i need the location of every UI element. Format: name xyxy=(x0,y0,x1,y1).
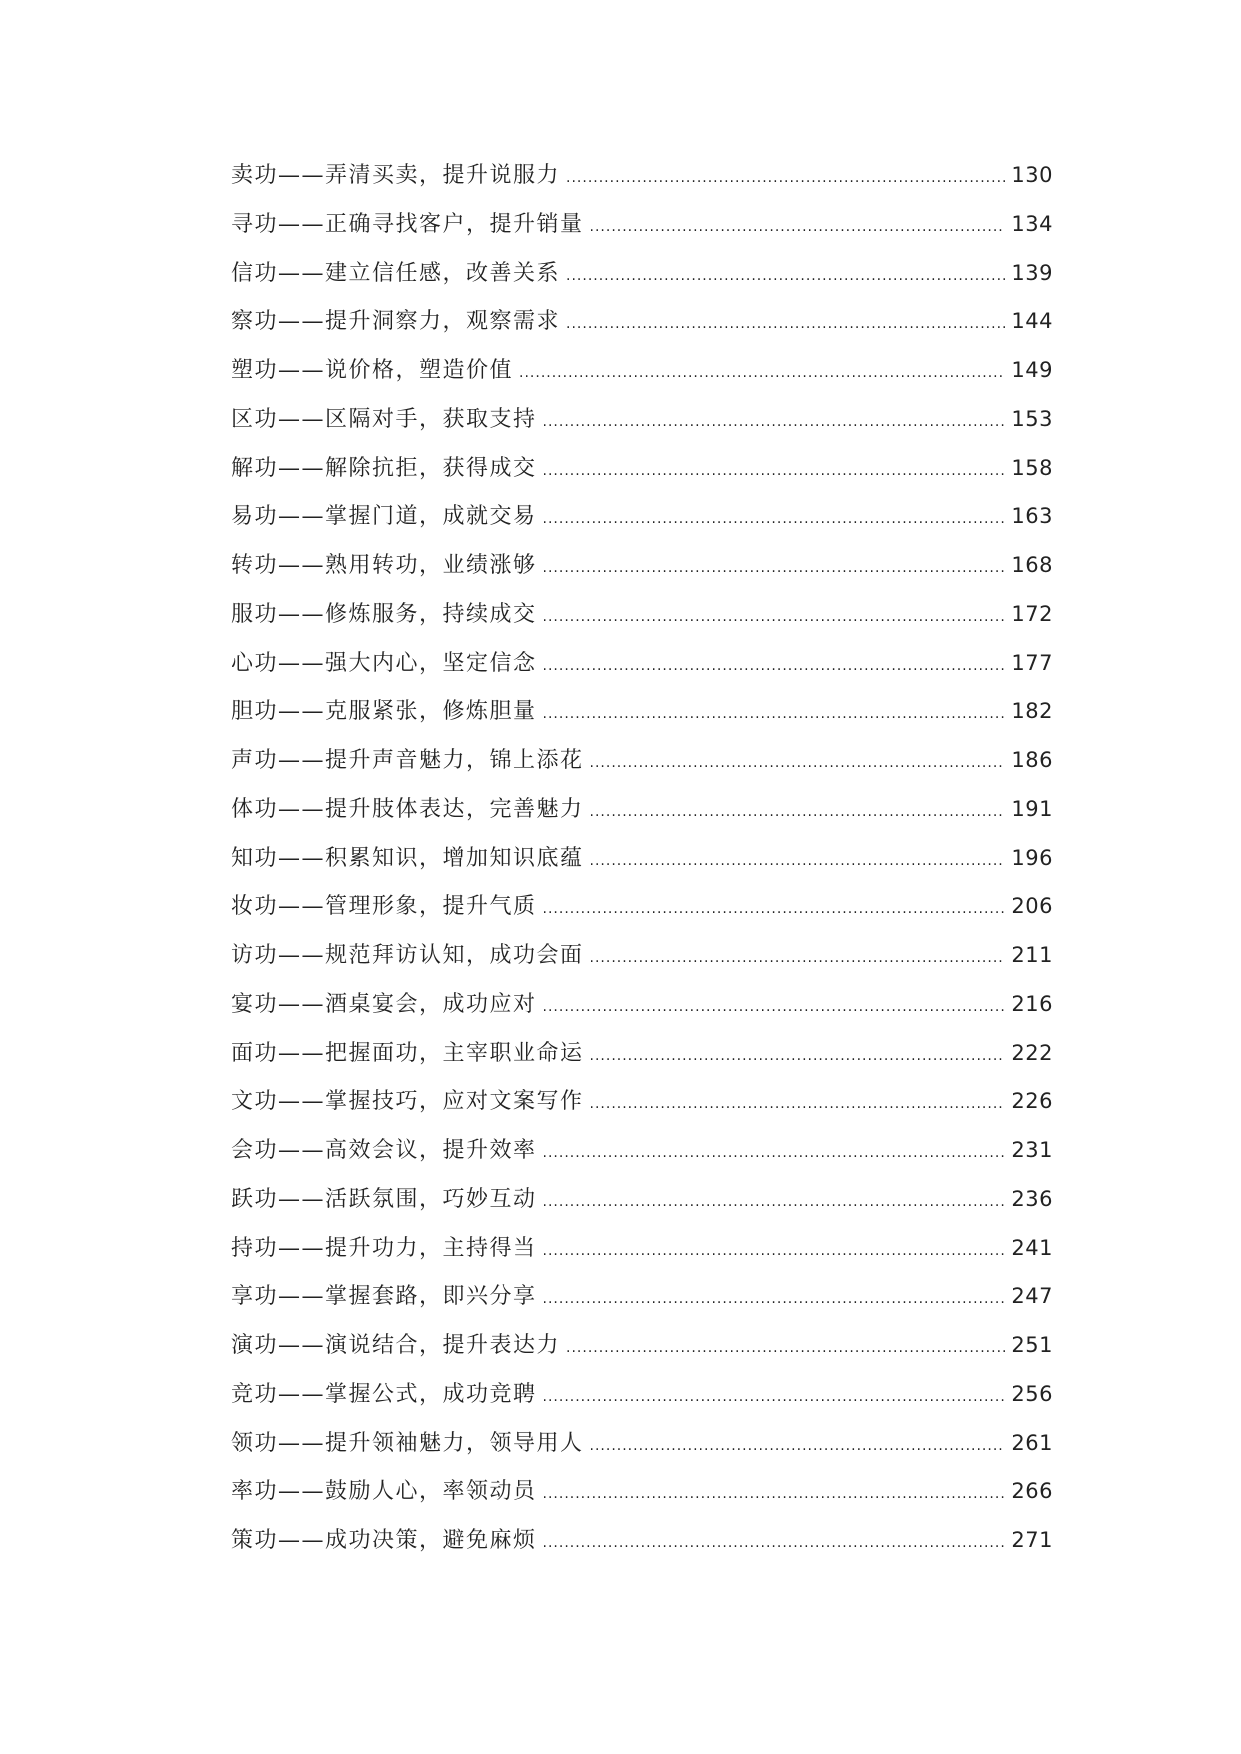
toc-entry[interactable] xyxy=(231,687,1053,736)
toc-entry-title: 服功——修炼服务，持续成交 xyxy=(231,601,537,627)
toc-entry-title: 信功——建立信任感，改善关系 xyxy=(231,260,561,286)
toc-entry-page-number: 206 xyxy=(1011,894,1053,919)
toc-entry[interactable] xyxy=(231,151,1053,200)
toc-entry[interactable] xyxy=(231,1516,1053,1565)
toc-entry-title: 卖功——弄清买卖，提升说服力 xyxy=(231,163,561,188)
toc-entry-title: 面功——把握面功，主宰职业命运 xyxy=(231,1040,584,1066)
toc-entry-title: 妆功——管理形象，提升气质 xyxy=(231,894,537,920)
toc-entry[interactable] xyxy=(231,1029,1053,1078)
toc-entry[interactable] xyxy=(231,736,1053,785)
table-of-contents xyxy=(231,151,1053,1565)
toc-entry[interactable] xyxy=(231,1321,1053,1370)
toc-dot-leader xyxy=(543,642,1006,691)
toc-entry-page-number: 144 xyxy=(1011,309,1053,334)
toc-entry[interactable] xyxy=(231,931,1053,980)
toc-entry[interactable] xyxy=(231,834,1053,883)
toc-dot-leader xyxy=(543,593,1006,642)
toc-entry-page-number: 256 xyxy=(1011,1381,1053,1406)
toc-dot-leader xyxy=(543,983,1006,1032)
toc-entry-page-number: 186 xyxy=(1011,748,1053,772)
toc-dot-leader xyxy=(566,252,1005,301)
toc-entry-title: 领功——提升领袖魅力，领导用人 xyxy=(231,1430,584,1456)
toc-entry-page-number: 247 xyxy=(1011,1284,1053,1309)
toc-dot-leader xyxy=(590,739,1006,788)
toc-dot-leader xyxy=(543,1470,1006,1519)
toc-entry[interactable] xyxy=(231,297,1053,346)
toc-entry-page-number: 153 xyxy=(1011,406,1053,431)
toc-entry[interactable] xyxy=(231,492,1053,541)
toc-entry[interactable] xyxy=(231,882,1053,931)
toc-entry-title: 跃功——活跃氛围，巧妙互动 xyxy=(231,1186,537,1212)
toc-entry-page-number: 241 xyxy=(1011,1235,1053,1260)
toc-dot-leader xyxy=(543,1129,1006,1178)
toc-entry-title: 心功——强大内心，坚定信念 xyxy=(231,650,537,676)
toc-entry[interactable] xyxy=(231,395,1053,444)
toc-entry-title: 文功——掌握技巧，应对文案写作 xyxy=(231,1089,584,1115)
toc-entry-title: 声功——提升声音魅力，锦上添花 xyxy=(231,748,584,773)
toc-dot-leader xyxy=(543,885,1006,934)
toc-dot-leader xyxy=(543,447,1006,496)
toc-dot-leader xyxy=(543,544,1006,593)
toc-entry-title: 知功——积累知识，增加知识底蕴 xyxy=(231,845,584,871)
toc-entry-page-number: 261 xyxy=(1011,1430,1053,1455)
toc-entry[interactable] xyxy=(231,249,1053,298)
toc-entry-page-number: 191 xyxy=(1011,796,1053,821)
toc-entry[interactable] xyxy=(231,444,1053,493)
toc-dot-leader xyxy=(566,300,1005,349)
toc-entry[interactable] xyxy=(231,200,1053,249)
toc-dot-leader xyxy=(543,1275,1006,1324)
toc-entry-page-number: 211 xyxy=(1011,943,1053,967)
toc-entry-page-number: 196 xyxy=(1011,845,1053,870)
toc-entry-title: 持功——提升功力，主持得当 xyxy=(231,1235,537,1261)
toc-entry-page-number: 130 xyxy=(1011,163,1053,187)
toc-entry-title: 转功——熟用转功，业绩涨够 xyxy=(231,553,537,578)
toc-entry-title: 享功——掌握套路，即兴分享 xyxy=(231,1284,537,1310)
toc-entry[interactable] xyxy=(231,346,1053,395)
toc-dot-leader xyxy=(566,154,1005,203)
toc-entry-page-number: 149 xyxy=(1011,358,1053,382)
toc-entry-title: 察功——提升洞察力，观察需求 xyxy=(231,309,561,335)
toc-entry-title: 率功——鼓励人心，率领动员 xyxy=(231,1479,537,1505)
toc-dot-leader xyxy=(543,1178,1006,1227)
toc-dot-leader xyxy=(566,1324,1005,1373)
toc-entry-title: 体功——提升肢体表达，完善魅力 xyxy=(231,796,584,822)
toc-dot-leader xyxy=(543,690,1006,739)
toc-dot-leader xyxy=(543,1373,1006,1422)
toc-dot-leader xyxy=(590,1032,1006,1081)
toc-dot-leader xyxy=(590,934,1006,983)
toc-entry-title: 演功——演说结合，提升表达力 xyxy=(231,1333,561,1358)
toc-entry-title: 竞功——掌握公式，成功竞聘 xyxy=(231,1381,537,1407)
toc-dot-leader xyxy=(590,1080,1006,1129)
toc-dot-leader xyxy=(590,837,1006,886)
toc-entry-page-number: 236 xyxy=(1011,1186,1053,1211)
toc-entry-title: 访功——规范拜访认知，成功会面 xyxy=(231,943,584,968)
toc-entry-page-number: 172 xyxy=(1011,601,1053,626)
toc-dot-leader xyxy=(543,1227,1006,1276)
toc-dot-leader xyxy=(590,1422,1006,1471)
toc-entry-page-number: 216 xyxy=(1011,991,1053,1016)
toc-entry[interactable] xyxy=(231,1077,1053,1126)
toc-entry[interactable] xyxy=(231,980,1053,1029)
toc-entry[interactable] xyxy=(231,1126,1053,1175)
toc-entry-page-number: 139 xyxy=(1011,260,1053,285)
toc-entry-page-number: 251 xyxy=(1011,1333,1053,1357)
toc-entry-title: 宴功——酒桌宴会，成功应对 xyxy=(231,991,537,1017)
toc-entry-page-number: 222 xyxy=(1011,1040,1053,1065)
toc-entry[interactable] xyxy=(231,1272,1053,1321)
toc-entry[interactable] xyxy=(231,1370,1053,1419)
toc-entry[interactable] xyxy=(231,590,1053,639)
toc-entry-page-number: 177 xyxy=(1011,650,1053,675)
toc-entry[interactable] xyxy=(231,1419,1053,1468)
toc-entry-title: 易功——掌握门道，成就交易 xyxy=(231,504,537,530)
toc-dot-leader xyxy=(590,788,1006,837)
toc-entry-page-number: 182 xyxy=(1011,699,1053,724)
toc-entry-title: 区功——区隔对手，获取支持 xyxy=(231,406,537,432)
toc-entry-page-number: 231 xyxy=(1011,1138,1053,1162)
toc-dot-leader xyxy=(543,398,1006,447)
toc-entry-page-number: 134 xyxy=(1011,211,1053,236)
toc-entry-title: 胆功——克服紧张，修炼胆量 xyxy=(231,699,537,725)
toc-dot-leader xyxy=(519,349,1005,398)
toc-entry-title: 会功——高效会议，提升效率 xyxy=(231,1138,537,1163)
toc-entry-title: 塑功——说价格，塑造价值 xyxy=(231,358,514,383)
toc-entry[interactable] xyxy=(231,1224,1053,1273)
toc-entry[interactable] xyxy=(231,541,1053,590)
toc-entry-page-number: 168 xyxy=(1011,553,1053,577)
toc-dot-leader xyxy=(543,1519,1006,1568)
toc-dot-leader xyxy=(590,203,1006,252)
toc-entry-page-number: 271 xyxy=(1011,1528,1053,1552)
toc-entry-title: 解功——解除抗拒，获得成交 xyxy=(231,455,537,481)
toc-entry-page-number: 226 xyxy=(1011,1089,1053,1114)
toc-entry-page-number: 158 xyxy=(1011,455,1053,480)
toc-entry[interactable] xyxy=(231,639,1053,688)
toc-entry-title: 策功——成功决策，避免麻烦 xyxy=(231,1528,537,1553)
toc-entry-page-number: 163 xyxy=(1011,504,1053,529)
toc-entry[interactable] xyxy=(231,785,1053,834)
toc-entry-title: 寻功——正确寻找客户，提升销量 xyxy=(231,211,584,237)
toc-dot-leader xyxy=(543,495,1006,544)
toc-entry[interactable] xyxy=(231,1175,1053,1224)
toc-entry[interactable] xyxy=(231,1467,1053,1516)
toc-entry-page-number: 266 xyxy=(1011,1479,1053,1504)
